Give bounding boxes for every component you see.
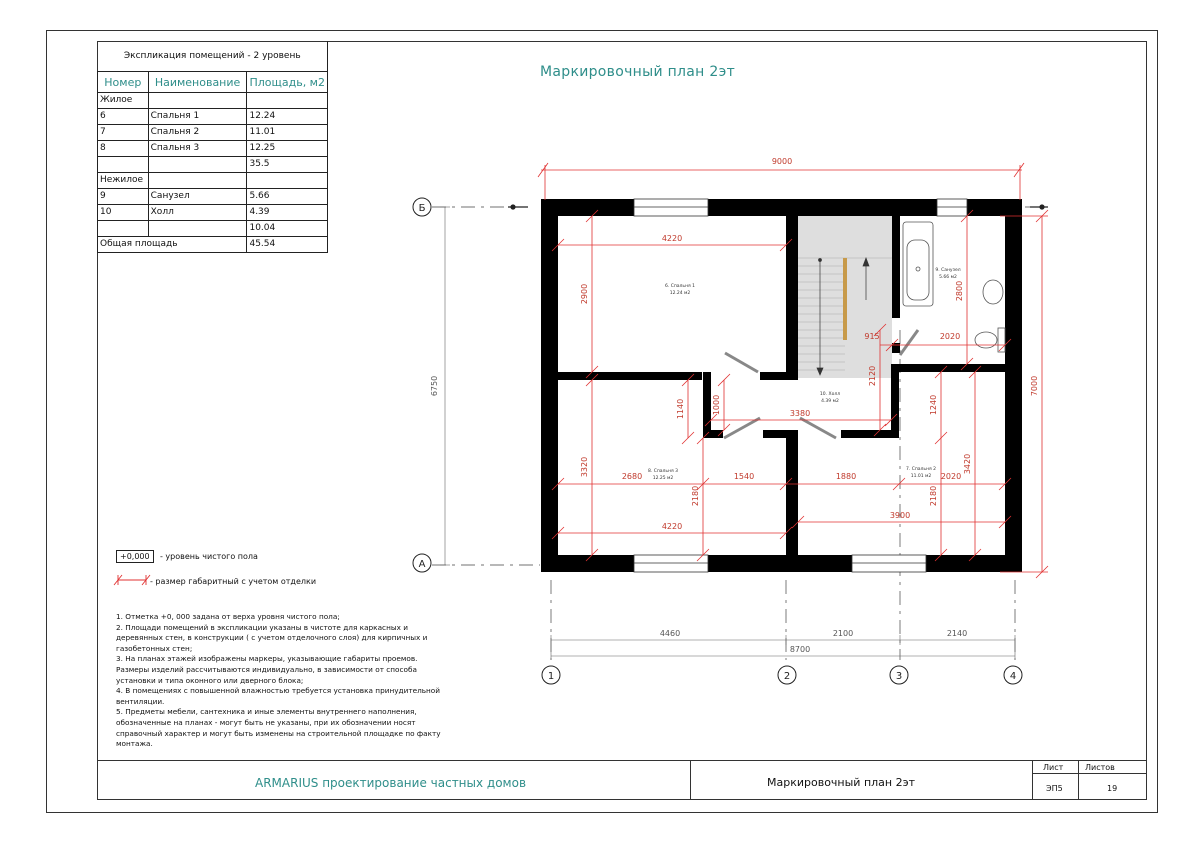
sheet-code: ЭП5 bbox=[1046, 784, 1063, 793]
dim-legend-text: - размер габаритный с учетом отделки bbox=[150, 577, 317, 586]
explication-header-area: Площадь, м2 bbox=[247, 72, 328, 93]
dim-overall-right: 7000 bbox=[1030, 375, 1039, 397]
table-cell: Общая площадь bbox=[98, 237, 247, 253]
room-area-bathroom: 5.66 м2 bbox=[939, 275, 957, 280]
table-cell: 5.66 bbox=[247, 189, 328, 205]
table-cell: 45.54 bbox=[247, 237, 328, 253]
title-block-top-line bbox=[97, 760, 1147, 761]
dim-hall-1140: 1140 bbox=[676, 398, 685, 420]
dim-bedroom1-width: 4220 bbox=[661, 234, 683, 243]
dim-bedroom2-1880: 1880 bbox=[835, 472, 857, 481]
table-cell: 4.39 bbox=[247, 205, 328, 221]
dim-overall-bottom: 8700 bbox=[789, 645, 811, 654]
dim-bedroom1-height: 2900 bbox=[580, 283, 589, 305]
dim-segment-2: 2100 bbox=[832, 629, 854, 638]
room-area-hall: 4.39 м2 bbox=[821, 399, 839, 404]
axis-label-2: 2 bbox=[783, 671, 791, 682]
sheet-label: Лист bbox=[1043, 763, 1064, 772]
dim-bedroom2-2180: 2180 bbox=[929, 485, 938, 507]
table-cell: 9 bbox=[98, 189, 149, 205]
explication-title: Экспликация помещений - 2 уровень bbox=[98, 41, 328, 72]
dim-bedroom3-2180: 2180 bbox=[691, 485, 700, 507]
room-name-bedroom3: 8. Спальня 3 bbox=[647, 469, 679, 474]
dim-segment-3: 2140 bbox=[946, 629, 968, 638]
stair-handrail bbox=[843, 258, 847, 340]
axis-label-4: 4 bbox=[1009, 671, 1017, 682]
axis-label-a: А bbox=[418, 559, 426, 570]
room-name-bathroom: 9. Санузел bbox=[935, 268, 961, 273]
explication-header-name: Наименование bbox=[148, 72, 247, 93]
walls bbox=[541, 199, 1022, 572]
room-area-bedroom2: 11.01 м2 bbox=[910, 474, 932, 479]
dim-bath-height: 2800 bbox=[955, 280, 964, 302]
dim-bedroom2-2020: 2020 bbox=[940, 472, 962, 481]
company-name: ARMARIUS проектирование частных домов bbox=[255, 776, 527, 790]
note-item: 5. Предметы мебели, сантехника и иные элементы внутреннего наполнения, обозначенные на планах - могут быть не указаны, при их обозначении носят справочный характер и могут быть изменены на строительной площадке по факту монтажа. bbox=[116, 707, 441, 749]
dim-bedroom3-bottom: 4220 bbox=[661, 522, 683, 531]
room-name-bedroom2: 7. Спальня 2 bbox=[905, 467, 937, 472]
note-item: 4. В помещениях с повышенной влажностью требуется установка принудительной вентиляции. bbox=[116, 686, 441, 706]
dim-hall-2120: 2120 bbox=[868, 365, 877, 387]
room-area-bedroom1: 12.24 м2 bbox=[669, 291, 691, 296]
axis-label-b: Б bbox=[418, 203, 426, 214]
title-block-divider bbox=[1032, 773, 1147, 774]
title-block-divider bbox=[690, 760, 691, 800]
sheet-name: Маркировочный план 2эт bbox=[767, 776, 916, 789]
dim-bedroom3-2680: 2680 bbox=[621, 472, 643, 481]
dim-overall-top: 9000 bbox=[771, 157, 793, 166]
table-cell: 12.25 bbox=[247, 141, 328, 157]
table-cell: 10.04 bbox=[247, 221, 328, 237]
title-block-divider bbox=[1078, 760, 1079, 800]
dim-bath-915: 915 bbox=[864, 332, 880, 341]
table-cell: Нежилое bbox=[98, 173, 149, 189]
room-name-hall: 10. Холл bbox=[819, 392, 841, 397]
plan-title: Маркировочный план 2эт bbox=[540, 64, 736, 80]
table-cell: 10 bbox=[98, 205, 149, 221]
dim-bedroom2-bottom: 3900 bbox=[889, 511, 911, 520]
title-block-divider bbox=[1032, 760, 1033, 800]
dim-hall-3380: 3380 bbox=[789, 409, 811, 418]
table-cell: Спальня 1 bbox=[148, 109, 247, 125]
table-cell: 35.5 bbox=[247, 157, 328, 173]
note-item: 3. На планах этажей изображены маркеры, указывающие габариты проемов. Размеры изделий рассчитываются индивидуально, в зависимости от способа установки и типа оконного или дверного блока; bbox=[116, 654, 418, 685]
dim-bedroom2-1240: 1240 bbox=[929, 394, 938, 416]
explication-header-number: Номер bbox=[98, 72, 149, 93]
dim-overall-left: 6750 bbox=[430, 375, 439, 397]
table-cell: 11.01 bbox=[247, 125, 328, 141]
table-cell: Холл bbox=[148, 205, 247, 221]
table-cell: 12.24 bbox=[247, 109, 328, 125]
dim-bedroom3-height: 3320 bbox=[580, 456, 589, 478]
axis-label-1: 1 bbox=[547, 671, 555, 682]
table-cell: Жилое bbox=[98, 93, 149, 109]
dim-segment-1: 4460 bbox=[659, 629, 681, 638]
toilet bbox=[975, 332, 997, 348]
table-cell: Спальня 2 bbox=[148, 125, 247, 141]
axis-lines bbox=[432, 207, 1050, 660]
level-mark-legend: +0,000 bbox=[116, 550, 154, 563]
sheets-label: Листов bbox=[1085, 763, 1115, 772]
dim-bath-2020: 2020 bbox=[939, 332, 961, 341]
table-cell: Санузел bbox=[148, 189, 247, 205]
sheets-count: 19 bbox=[1107, 784, 1118, 793]
notes-block bbox=[116, 612, 446, 750]
dim-bedroom2-3420: 3420 bbox=[963, 453, 972, 475]
room-area-bedroom3: 12.25 м2 bbox=[652, 476, 674, 481]
dim-bedroom3-1540: 1540 bbox=[733, 472, 755, 481]
level-mark-text: - уровень чистого пола bbox=[160, 552, 258, 561]
note-item: 1. Отметка +0, 000 задана от верха уровня чистого пола; bbox=[116, 612, 340, 621]
room-name-bedroom1: 6. Спальня 1 bbox=[664, 284, 696, 289]
washbasin bbox=[983, 280, 1003, 304]
table-cell: Спальня 3 bbox=[148, 141, 247, 157]
note-item: 2. Площади помещений в экспликации указаны в чистоте для каркасных и деревянных стен, в конструкции ( с учетом отделочного слоя) для кирпичных и газобетонных стен; bbox=[116, 622, 428, 653]
table-cell: 8 bbox=[98, 141, 149, 157]
axis-label-3: 3 bbox=[895, 671, 903, 682]
table-cell: 7 bbox=[98, 125, 149, 141]
table-cell: 6 bbox=[98, 109, 149, 125]
dim-legend-symbol bbox=[114, 575, 150, 585]
dim-hall-1000: 1000 bbox=[712, 394, 721, 416]
